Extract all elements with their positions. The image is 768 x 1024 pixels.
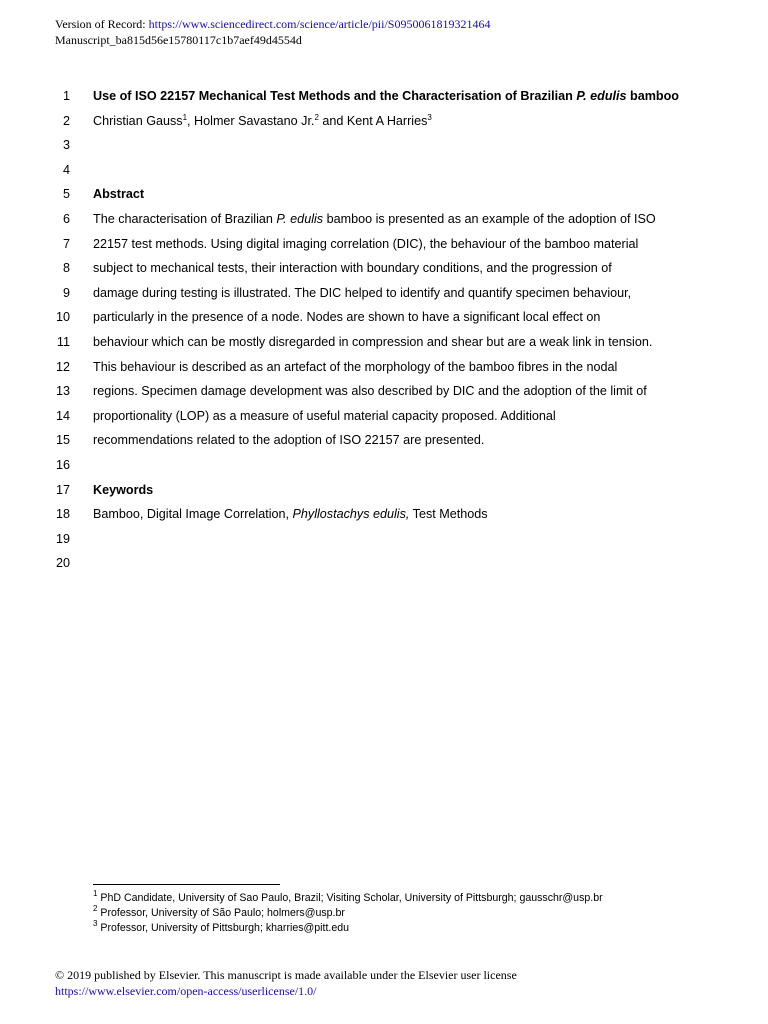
manuscript-id: Manuscript_ba815d56e15780117c1b7aef49d4554d — [55, 33, 302, 47]
line-number: 20 — [55, 556, 70, 571]
keywords-list: Bamboo, Digital Image Correlation, Phyllostachys edulis, Test Methods — [93, 507, 488, 522]
license-footer — [55, 967, 517, 999]
line-13 — [0, 379, 768, 404]
line-7 — [0, 232, 768, 257]
license-text: © 2019 published by Elsevier. This manuscript is made available under the Elsevier user license — [55, 968, 517, 982]
paper-title: Use of ISO 22157 Mechanical Test Methods and the Characterisation of Brazilian P. edulis bamboo — [93, 89, 680, 103]
abstract-line: proportionality (LOP) as a measure of useful material capacity proposed. Additional — [93, 408, 556, 423]
abstract-line: 22157 test methods. Using digital imaging correlation (DIC), the behaviour of the bamboo material — [93, 236, 639, 251]
line-number: 10 — [55, 310, 70, 325]
line-number: 7 — [62, 236, 70, 251]
keywords-heading: Keywords — [93, 482, 154, 497]
line-15 — [0, 428, 768, 453]
abstract-line: recommendations related to the adoption of ISO 22157 are presented. — [93, 433, 485, 448]
authors: Christian Gauss$^1$, Holmer Savastano Jr.$^2$ and Kent A Harries$^3$ — [93, 112, 432, 128]
line-number: 3 — [62, 138, 70, 153]
footnote-2: $^2$ Professor, University of São Paulo; holmers@usp.br — [93, 904, 345, 919]
license-link[interactable]: https://www.elsevier.com/open-access/userlicense/1.0/ — [55, 984, 317, 998]
version-of-record — [55, 16, 490, 32]
line-number: 11 — [56, 334, 70, 349]
abstract-line: particularly in the presence of a node. Nodes are shown to have a significant local effect on — [93, 310, 601, 325]
line-9 — [0, 281, 768, 306]
line-number: 5 — [62, 187, 70, 202]
line-3 — [0, 133, 768, 158]
line-12 — [0, 355, 768, 380]
line-20 — [0, 551, 768, 576]
version-link[interactable]: https://www.sciencedirect.com/science/article/pii/S0950061819321464 — [148, 17, 491, 31]
line-number: 14 — [55, 408, 70, 423]
line-number: 6 — [62, 211, 70, 226]
line-17 — [0, 478, 768, 503]
line-19 — [0, 527, 768, 552]
numbered-lines — [0, 84, 768, 576]
abstract-line: behaviour which can be mostly disregarded in compression and shear but are a weak link in tension. — [93, 334, 653, 349]
page-header — [55, 16, 490, 48]
abstract-heading: Abstract — [93, 187, 145, 202]
line-number: 4 — [62, 162, 70, 177]
abstract-line: This behaviour is described as an artefact of the morphology of the bamboo fibres in the nodal — [93, 359, 618, 374]
abstract-line: subject to mechanical tests, their interaction with boundary conditions, and the progression of — [93, 261, 612, 276]
footnotes — [93, 891, 603, 936]
line-16 — [0, 453, 768, 478]
line-8 — [0, 256, 768, 281]
footnote-divider — [93, 884, 280, 885]
title-species: P. edulis — [576, 89, 627, 103]
abstract-line: The characterisation of Brazilian P. edulis bamboo is presented as an example of the adoption of ISO — [93, 211, 656, 226]
footnote-1: $^1$ PhD Candidate, University of Sao Paulo, Brazil; Visiting Scholar, University of Pittsburgh; gausschr@usp.br — [93, 889, 603, 904]
line-number: 13 — [55, 384, 70, 399]
line-number: 15 — [55, 433, 70, 448]
line-5 — [0, 182, 768, 207]
line-number: 9 — [62, 285, 70, 300]
abstract-line: damage during testing is illustrated. The DIC helped to identify and quantify specimen behaviour, — [93, 285, 632, 300]
line-14 — [0, 404, 768, 429]
line-4 — [0, 158, 768, 183]
line-10 — [0, 305, 768, 330]
line-2 — [0, 109, 768, 134]
line-number: 12 — [55, 359, 70, 374]
line-number: 8 — [62, 261, 70, 276]
abstract-line: regions. Specimen damage development was also described by DIC and the adoption of the limit of — [93, 384, 647, 399]
line-number: 16 — [55, 457, 70, 472]
line-number: 17 — [55, 482, 70, 497]
line-1 — [0, 84, 768, 109]
line-number: 2 — [62, 113, 70, 128]
footnote-3: $^3$ Professor, University of Pittsburgh; kharries@pitt.edu — [93, 919, 350, 934]
line-18 — [0, 502, 768, 527]
line-number: 1 — [62, 89, 70, 103]
version-label: Version of Record: — [55, 17, 149, 31]
line-number: 19 — [55, 531, 70, 546]
line-6 — [0, 207, 768, 232]
line-11 — [0, 330, 768, 355]
line-number: 18 — [55, 507, 70, 522]
